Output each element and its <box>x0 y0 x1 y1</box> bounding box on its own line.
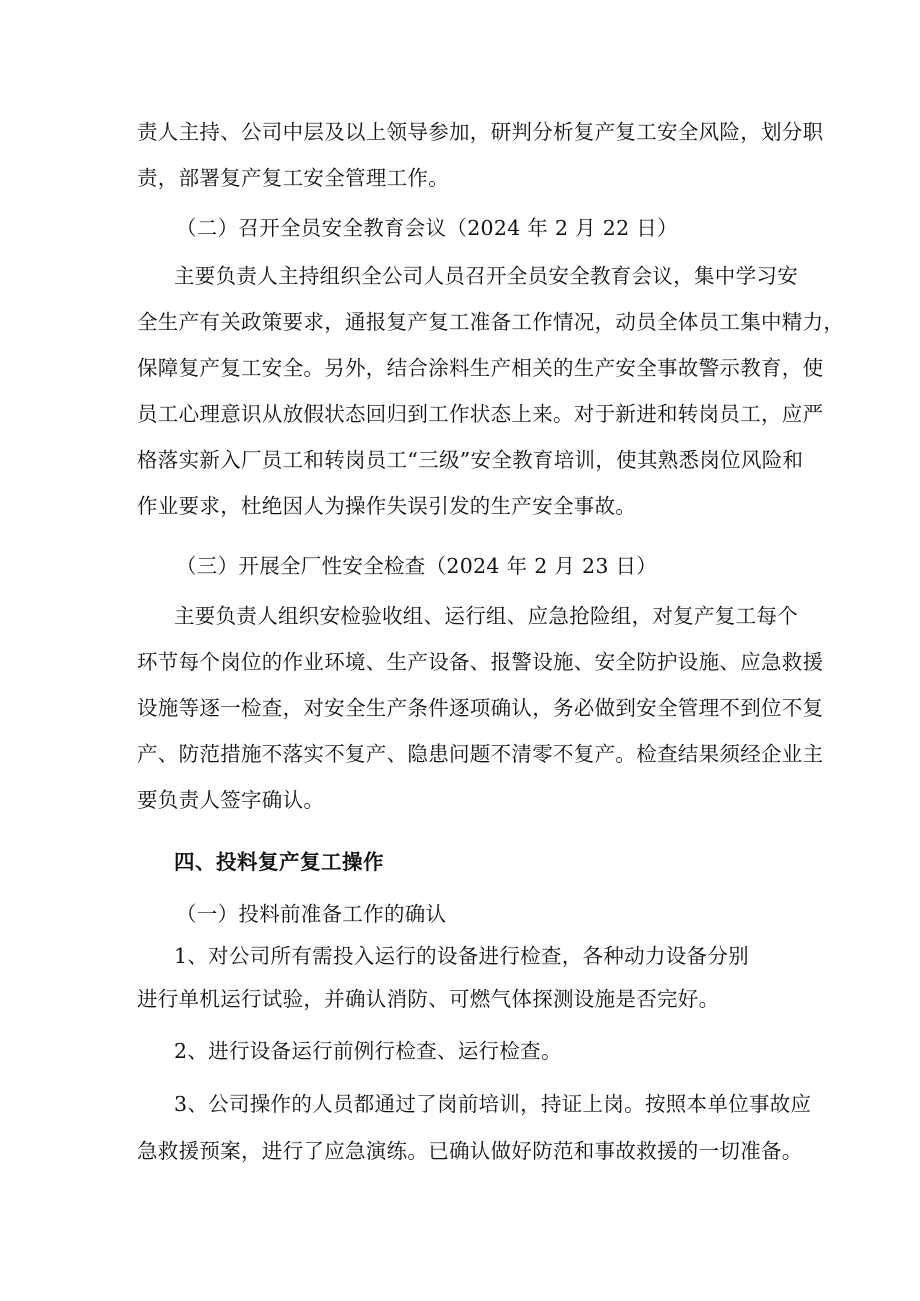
paragraph-line: 1、对公司所有需投入运行的设备进行检查，各种动力设备分别 <box>174 944 749 968</box>
paragraph-line: 责，部署复产复工安全管理工作。 <box>137 166 449 190</box>
paragraph-line: 员工心理意识从放假状态回归到工作状态上来。对于新进和转岗员工，应严 <box>137 402 824 426</box>
paragraph-line: 急救援预案，进行了应急演练。已确认做好防范和事故救援的一切准备。 <box>137 1139 803 1163</box>
paragraph-line: 责人主持、公司中层及以上领导参加，研判分析复产复工安全风险，划分职 <box>137 120 824 144</box>
list-item: 2、进行设备运行前例行检查、运行检查。 <box>174 1039 562 1063</box>
paragraph-line: 3、公司操作的人员都通过了岗前培训，持证上岗。按照本单位事故应 <box>174 1092 812 1116</box>
paragraph-line: 主要负责人组织安检验收组、运行组、应急抢险组，对复产复工每个 <box>174 604 798 628</box>
subsection-title: （一）投料前准备工作的确认 <box>176 902 447 926</box>
section-title: （二）召开全员安全教育会议（2024 年 2 月 22 日） <box>176 216 678 240</box>
paragraph-line: 作业要求，杜绝因人为操作失误引发的生产安全事故。 <box>137 494 637 518</box>
paragraph-line: 要负责人签字确认。 <box>137 788 325 812</box>
section-title: （三）开展全厂性安全检查（2024 年 2 月 23 日） <box>176 554 658 578</box>
paragraph-line: 格落实新入厂员工和转岗员工“三级”安全教育培训，使其熟悉岗位风险和 <box>137 448 804 472</box>
paragraph-line: 设施等逐一检查，对安全生产条件逐项确认，务必做到安全管理不到位不复 <box>137 696 824 720</box>
paragraph-line: 进行单机运行试验，并确认消防、可燃气体探测设施是否完好。 <box>137 987 720 1011</box>
paragraph-line: 环节每个岗位的作业环境、生产设备、报警设施、安全防护设施、应急救援 <box>137 650 824 674</box>
paragraph-line: 保障复产复工安全。另外，结合涂料生产相关的生产安全事故警示教育，使 <box>137 356 824 380</box>
paragraph-line: 全生产有关政策要求，通报复产复工准备工作情况，动员全体员工集中精力， <box>137 310 845 334</box>
section-heading: 四、投料复产复工操作 <box>174 850 384 874</box>
paragraph-line: 产、防范措施不落实不复产、隐患问题不清零不复产。检查结果须经企业主 <box>137 742 824 766</box>
paragraph-line: 主要负责人主持组织全公司人员召开全员安全教育会议，集中学习安 <box>174 264 798 288</box>
